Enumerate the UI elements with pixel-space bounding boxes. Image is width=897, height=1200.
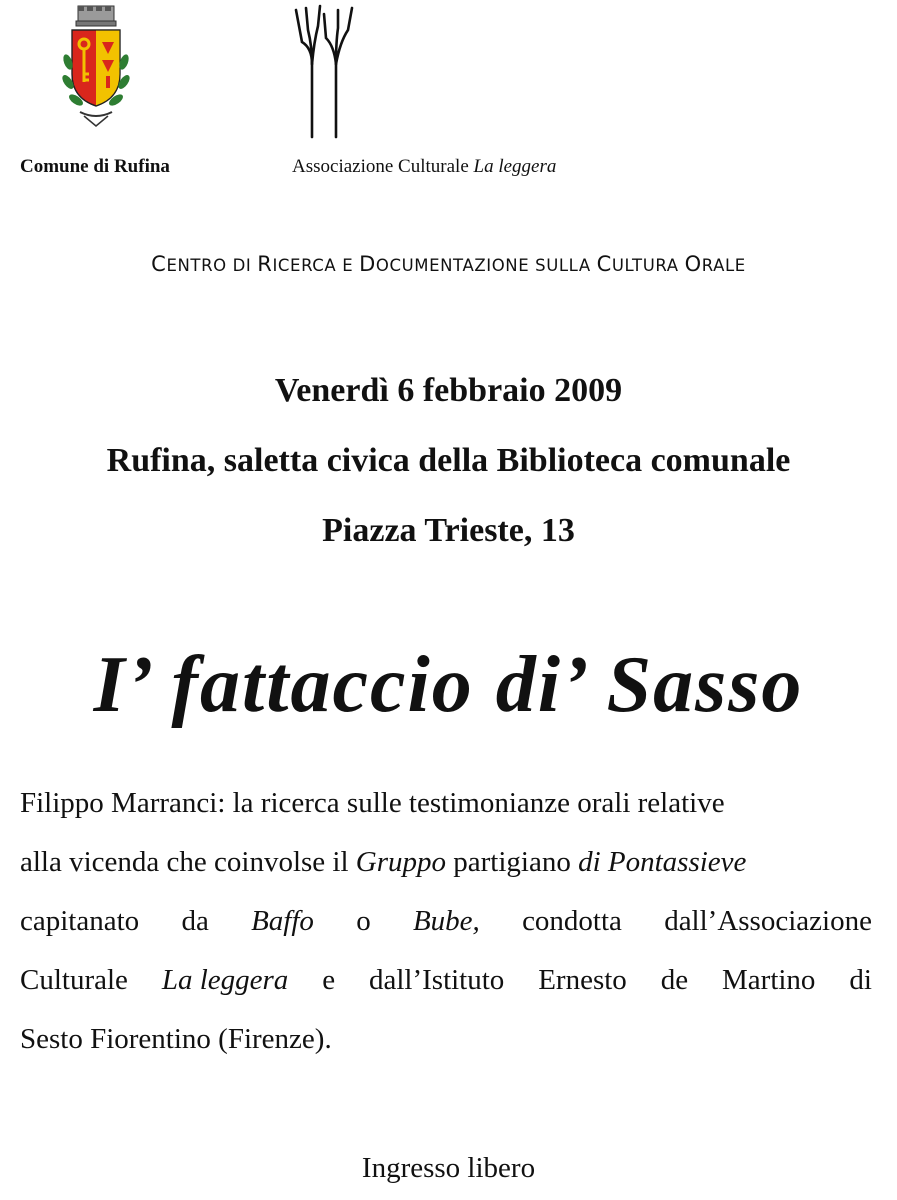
centro-word-3-rest: ICERCA: [272, 256, 337, 275]
event-description: [20, 774, 872, 1069]
centro-word-4: E: [342, 256, 354, 275]
description-line-3-f: condotta: [522, 905, 622, 937]
comune-crest-logo: [56, 2, 136, 130]
description-line-3-d: o: [356, 905, 371, 937]
description-line-4-f: de: [660, 964, 689, 996]
centro-word-3: R: [257, 252, 273, 276]
description-line-4: [20, 951, 872, 1010]
la-leggera-logo: [290, 2, 356, 142]
description-line-1: [20, 774, 872, 833]
event-title: I’ fattaccio di’ Sasso: [93, 641, 804, 729]
description-line-4-g: Martino: [722, 964, 816, 996]
description-line-5: [20, 1010, 872, 1069]
description-line-2-a: alla vicenda che coinvolse il: [20, 846, 356, 878]
centro-word-1-rest: ENTRO: [166, 256, 227, 275]
centro-word-5-rest: OCUMENTAZIONE: [375, 256, 530, 275]
description-line-3-g: dall’Associazione: [664, 905, 872, 937]
description-line-5-text: Sesto Fiorentino (Firenze).: [20, 1023, 332, 1055]
centro-word-8: O: [684, 252, 702, 276]
centro-word-8-rest: RALE: [701, 256, 746, 275]
description-line-3-e: Bube,: [412, 905, 480, 937]
event-address: Piazza Trieste, 13: [322, 512, 575, 549]
event-date: Venerdì 6 febbraio 2009: [274, 372, 623, 409]
centro-word-7-rest: ULTURA: [611, 256, 679, 275]
association-prefix: Associazione Culturale: [292, 156, 474, 177]
entrance-note: Ingresso libero: [361, 1152, 536, 1184]
research-center-heading: [0, 252, 897, 276]
description-line-3-a: capitanato: [20, 905, 140, 937]
description-line-4-b: La leggera: [161, 964, 289, 996]
description-line-3: [20, 892, 872, 951]
centro-word-2: DI: [232, 256, 252, 275]
description-line-4-d: dall’Istituto: [368, 964, 505, 996]
description-line-2-b: Gruppo: [355, 846, 447, 878]
centro-word-1: C: [151, 252, 167, 276]
centro-word-6: SULLA: [535, 256, 591, 275]
crown-icon: [76, 6, 116, 26]
centro-word-5: D: [359, 252, 376, 276]
description-line-4-a: Culturale: [20, 964, 128, 996]
association-name: [292, 156, 556, 178]
event-place: Rufina, saletta civica della Biblioteca comunale: [106, 442, 791, 479]
description-line-4-h: di: [849, 964, 872, 996]
description-line-2-c: partigiano: [446, 846, 579, 878]
description-line-3-b: da: [181, 905, 209, 937]
association-italic-name: La leggera: [473, 156, 557, 177]
description-line-4-c: e: [322, 964, 336, 996]
comune-name: Comune di Rufina: [20, 156, 170, 177]
description-line-2-d: di Pontassieve: [578, 846, 747, 878]
centro-word-7: C: [596, 252, 612, 276]
description-line-3-c: Baffo: [251, 905, 314, 937]
description-line-2: [20, 833, 872, 892]
description-line-4-e: Ernesto: [538, 964, 627, 996]
description-line-1-text: Filippo Marranci: la ricerca sulle testimonianze orali relative: [20, 787, 725, 819]
